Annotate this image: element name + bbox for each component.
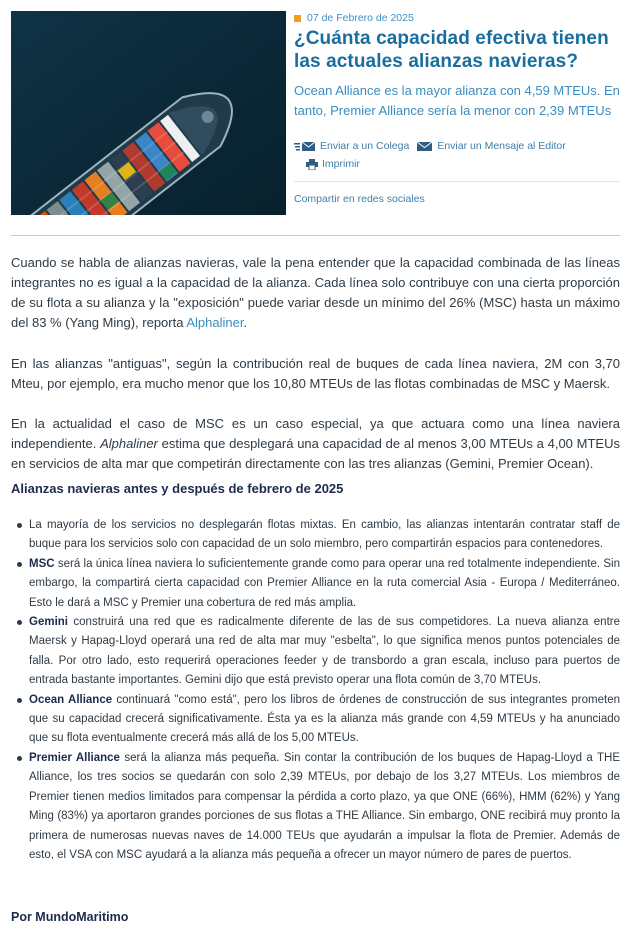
paragraph-1-text: Cuando se habla de alianzas navieras, vale la pena entender que la capacidad combinada de las líneas integrantes no es igual a la capacidad de la alianza. Cada línea solo contribuye con una cierta proporción de su flota a su alianza y la "exposición" puede variar desde un mínimo del 26% (MSC) hasta un máximo del 83 % (Yang Ming), reporta bbox=[11, 255, 620, 330]
paragraph-2: En las alianzas "antiguas", según la contribución real de buques de cada línea naviera, 2M con 3,70 Mteu, por ejemplo, era mucho menor que los 10,80 MTEUs de las flotas combinadas de MSC y Maersk. bbox=[11, 356, 620, 391]
article-body bbox=[11, 253, 620, 474]
bullet-text: será la alianza más pequeña. Sin contar la contribución de los buques de Hapag-Lloyd a THE Alliance, los tres socios se quedarán con solo 2,39 MTEUs, por debajo de los 3,27 MTEUs. Los miembros de Premier tienen medios limitados para compensar la pérdida a corto plazo, ya que ONE (66%), HMM (62%) y Yang Ming (83%) ya aportaron grandes porciones de sus flotas a THE Alliance. Sin embargo, ONE recibirá muy pronto la primera de numerosas nuevas naves de 14.000 TEUs que ayudarán a impulsar la flota de Premier. Además de esto, el VSA con MSC ayudará a la alianza más pequeña a ofrecer un mayor número de pares de puertos. bbox=[29, 751, 620, 861]
article-date bbox=[294, 11, 624, 25]
article-byline: Por MundoMaritimo bbox=[11, 910, 129, 924]
container-ship-illustration bbox=[11, 11, 286, 215]
bullet-dot-icon bbox=[17, 523, 22, 528]
bullet-dot-icon bbox=[17, 562, 22, 567]
bullet-item bbox=[11, 691, 620, 749]
paragraph-3-start: En la actualidad el caso de MSC es un caso especial, ya que actuara como una línea naviera independiente. bbox=[11, 416, 620, 451]
envelope-icon bbox=[417, 141, 433, 152]
send-colleague-link[interactable] bbox=[294, 140, 409, 152]
send-colleague-icon bbox=[294, 141, 316, 152]
bullet-text: continuará "como está", pero los libros de órdenes de construcción de sus integrantes prometen que su capacidad crecerá significativamente. Ésta ya es la alianza más grande con 4,59 MTEUs y ha anunciado que su flota eventualmente crecerá más allá de los 5,00 MTEUs. bbox=[29, 693, 620, 745]
bullet-dot-icon bbox=[17, 698, 22, 703]
send-editor-label: Enviar un Mensaje al Editor bbox=[437, 140, 566, 152]
article-actions bbox=[294, 139, 624, 171]
article-subtitle: Ocean Alliance es la mayor alianza con 4,59 MTEUs. En tanto, Premier Alliance sería la menor con 2,39 MTEUs bbox=[294, 83, 620, 118]
bullet-item bbox=[11, 749, 620, 865]
send-editor-link[interactable] bbox=[417, 140, 565, 152]
paragraph-3 bbox=[11, 414, 620, 474]
header-separator bbox=[294, 181, 620, 182]
paragraph-1 bbox=[11, 253, 620, 333]
send-colleague-label: Enviar a un Colega bbox=[320, 140, 410, 152]
bullet-dot-icon bbox=[17, 620, 22, 625]
bullet-bold: Premier Alliance bbox=[29, 751, 120, 764]
bullet-item bbox=[11, 555, 620, 613]
share-social-link[interactable]: Compartir en redes sociales bbox=[294, 193, 425, 205]
paragraph-3-emphasis: Alphaliner bbox=[100, 436, 158, 451]
paragraph-1-end: . bbox=[243, 315, 248, 330]
bullet-text: construirá una red que es radicalmente diferente de las de sus competidores. La nueva alianza entre Maersk y Hapag-Lloyd operará una red de alta mar muy "esbelta", lo que significa menos puntos potenciales de falla. Por otro lado, esto requerirá operaciones feeder y de transbordo a gran escala, incluso para puertos de entrada bastante importantes. Gemini dijo que está previsto operar una flota común de 3,70 MTEUs. bbox=[29, 616, 620, 687]
bullet-bold: MSC bbox=[29, 557, 55, 570]
bullet-bold: Ocean Alliance bbox=[29, 693, 113, 706]
date-text: 07 de Febrero de 2025 bbox=[307, 12, 414, 24]
bullet-dot-icon bbox=[17, 756, 22, 761]
bullet-text: será la única línea naviera lo suficientemente grande como para operar una red totalmente independiente. Sin embargo, la compartirá cierta capacidad con Premier Alliance en la ruta comercial Asia - Europa / Mediterráneo. Esto le dará a MSC y Premier una cobertura de red más amplia. bbox=[29, 557, 620, 609]
bullet-item bbox=[11, 613, 620, 691]
bullet-bold: Gemini bbox=[29, 616, 68, 629]
paragraph-3-end: estima que desplegará una capacidad de al menos 3,00 MTEUs a 4,00 MTEUs en servicios de alta mar que competirán directamente con las tres alianzas (Gemini, Premier Ocean). bbox=[11, 436, 620, 471]
bullet-list bbox=[11, 516, 620, 865]
bullet-item bbox=[11, 516, 620, 555]
print-label: Imprimir bbox=[322, 158, 360, 170]
date-marker-icon bbox=[294, 15, 301, 22]
bullet-text: La mayoría de los servicios no desplegarán flotas mixtas. En cambio, las alianzas intentarán contratar staff de buque para los servicios solo con capacidad de un solo miembro, pero compartirán espacios para contenedores. bbox=[29, 519, 620, 551]
print-link[interactable] bbox=[306, 158, 360, 170]
article-image bbox=[11, 11, 286, 215]
alphaliner-link[interactable]: Alphaliner bbox=[186, 315, 244, 330]
article-title: ¿Cuánta capacidad efectiva tienen las actuales alianzas navieras? bbox=[294, 28, 609, 72]
printer-icon bbox=[306, 159, 318, 170]
article-header bbox=[294, 11, 624, 205]
section-divider bbox=[11, 235, 620, 236]
section-heading: Alianzas navieras antes y después de febrero de 2025 bbox=[11, 481, 344, 496]
